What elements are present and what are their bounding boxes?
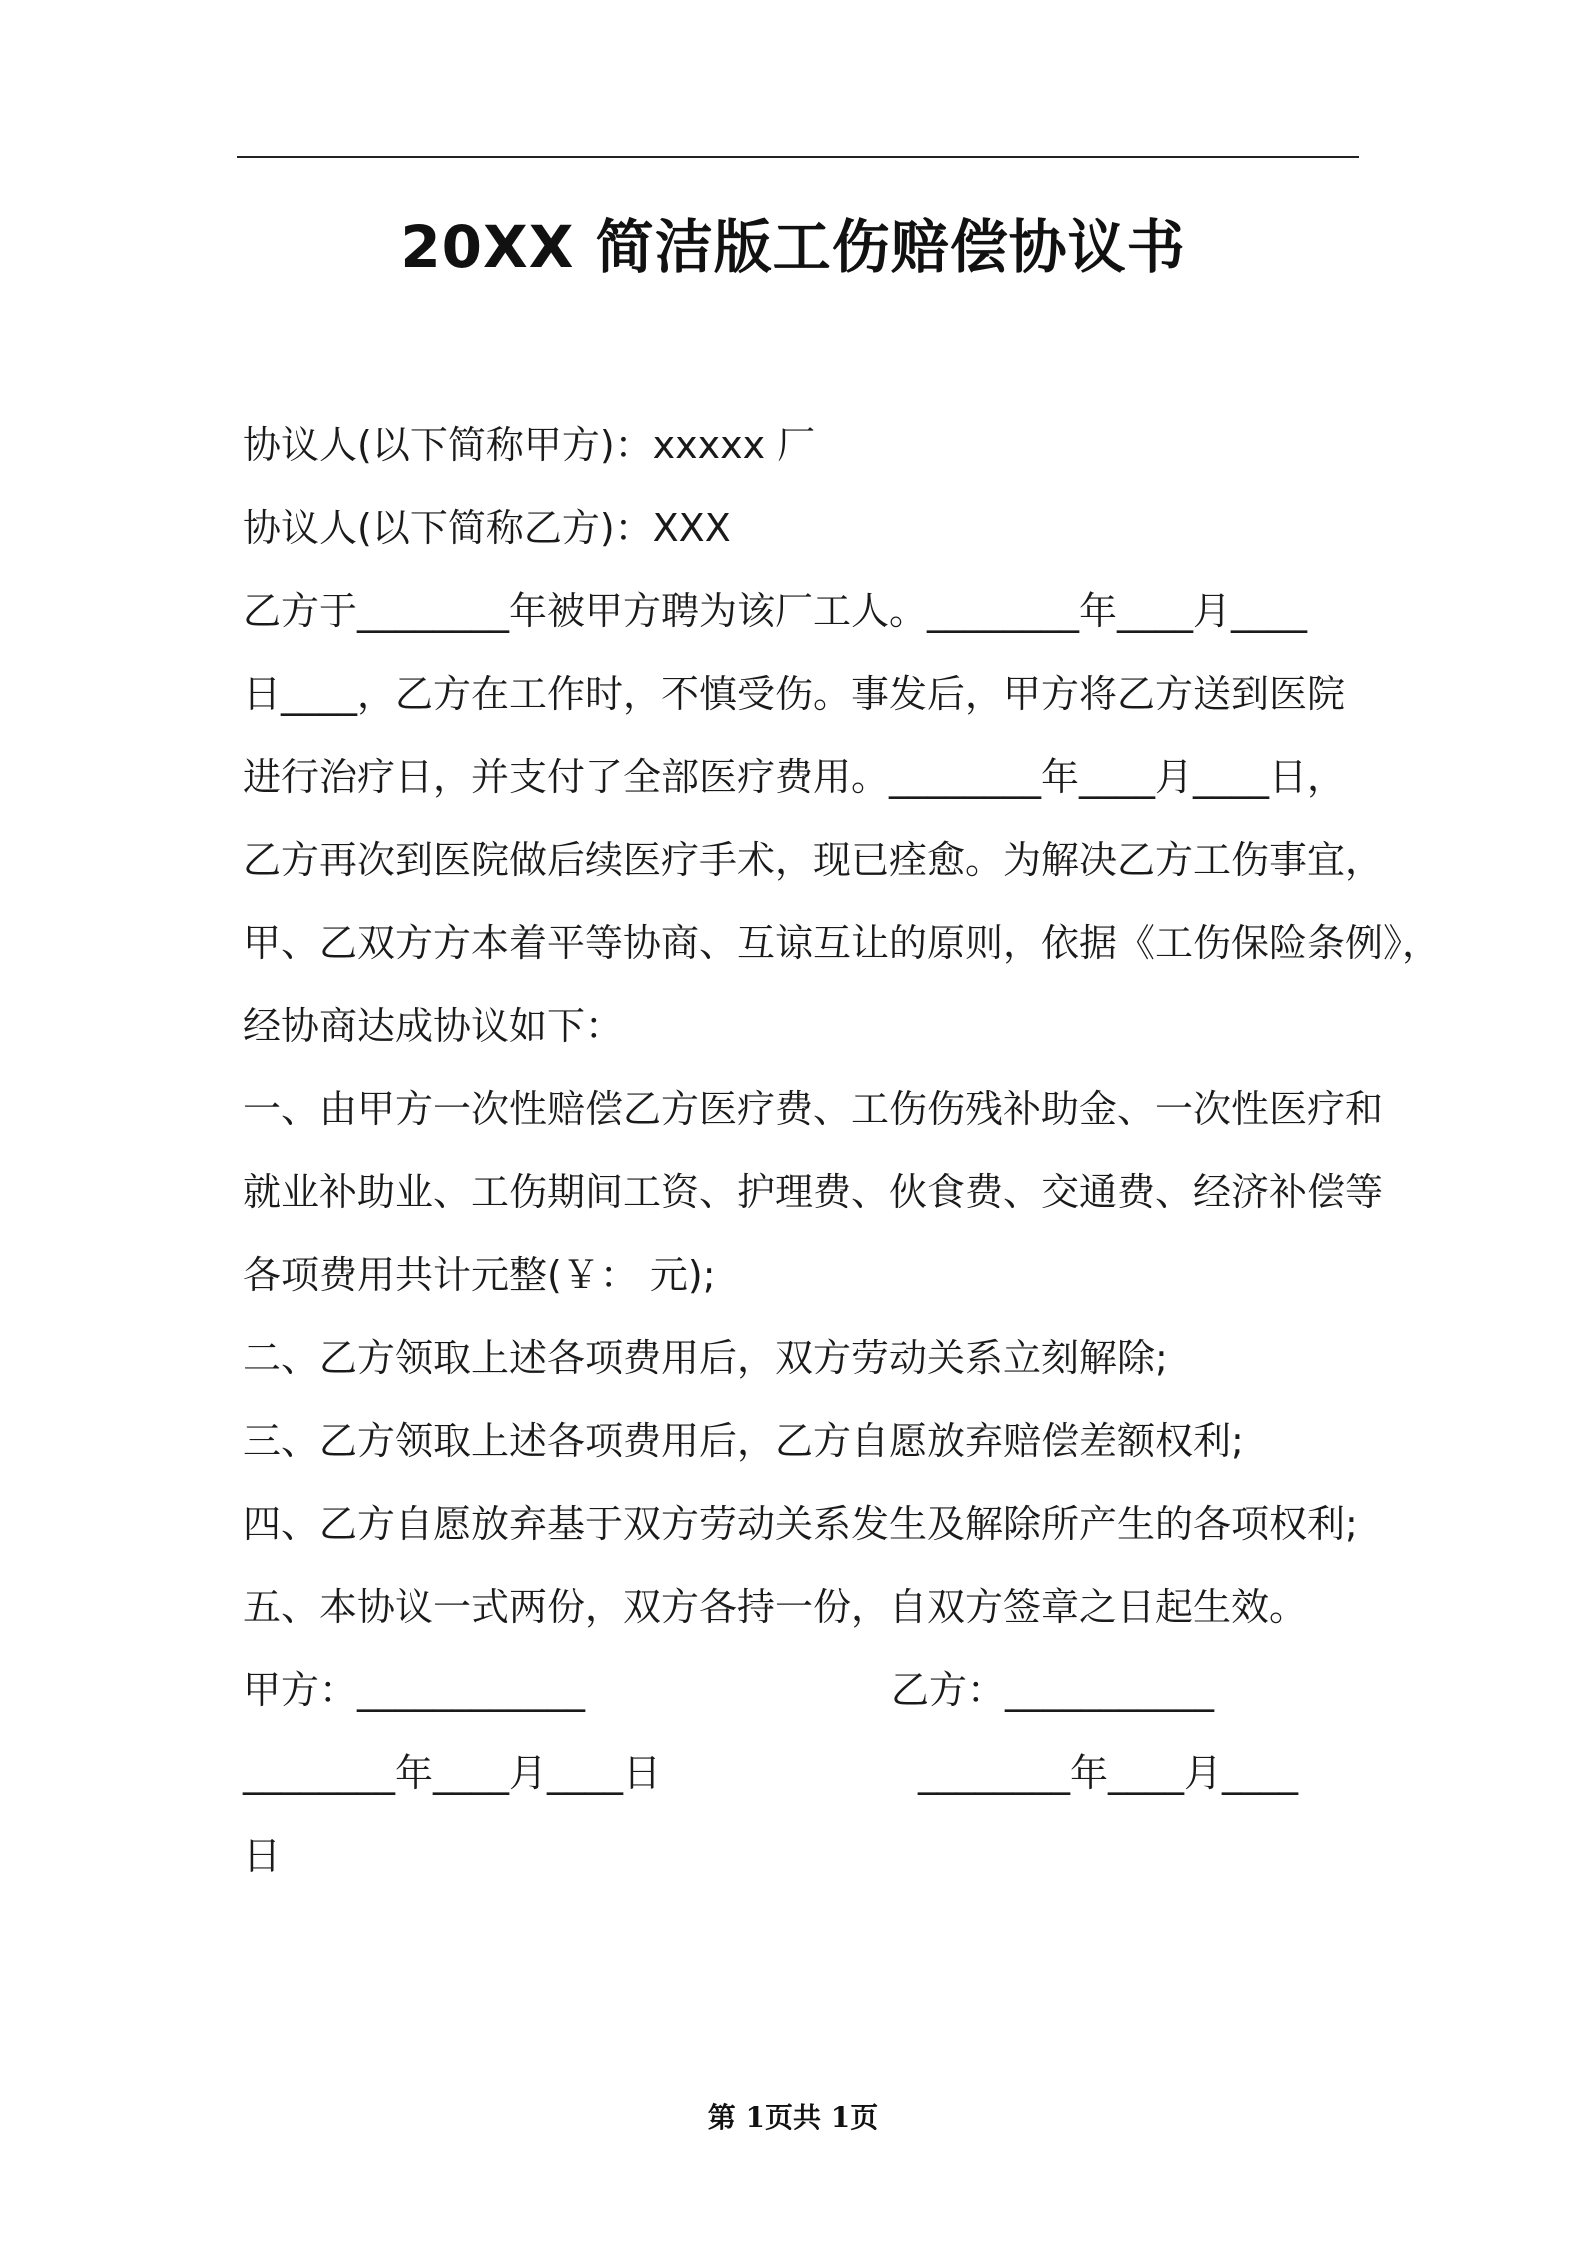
party-b-date: ________年____月____: [918, 1751, 1299, 1795]
document-body: [243, 404, 1441, 1898]
document-title: 20XX 简洁版工伤赔偿协议书: [400, 213, 1186, 281]
paragraph-line: 乙方再次到医院做后续医疗手术，现已痊愈。为解决乙方工伤事宜，: [243, 838, 1384, 882]
signature-row: [243, 1649, 1361, 1732]
party-b-line: 协议人(以下简称乙方)：XXX: [243, 506, 731, 550]
clause-1-line: 就业补助业、工伤期间工资、护理费、伙食费、交通费、经济补偿等: [243, 1170, 1384, 1214]
paragraph-line: 甲、乙双方方本着平等协商、互谅互让的原则，依据《工伤保险条例》，: [243, 921, 1441, 965]
page-footer: 第 1页共 1页: [707, 2101, 879, 2134]
header-rule: [237, 156, 1359, 158]
clause-3: 三、乙方领取上述各项费用后，乙方自愿放弃赔偿差额权利;: [243, 1419, 1244, 1463]
clause-5: 五、本协议一式两份，双方各持一份，自双方签章之日起生效。: [243, 1585, 1308, 1629]
party-a-line: 协议人(以下简称甲方)：xxxxx 厂: [243, 423, 816, 467]
paragraph-line: 乙方于________年被甲方聘为该厂工人。________年____月____: [243, 589, 1308, 633]
paragraph-line: 进行治疗日，并支付了全部医疗费用。________年____月____日，: [243, 755, 1346, 799]
party-b-signature: 乙方：___________: [891, 1668, 1215, 1712]
clause-4: 四、乙方自愿放弃基于双方劳动关系发生及解除所产生的各项权利;: [243, 1502, 1358, 1546]
clause-2: 二、乙方领取上述各项费用后，双方劳动关系立刻解除;: [243, 1336, 1168, 1380]
clause-1-line: 各项费用共计元整(￥： 元);: [243, 1253, 716, 1297]
paragraph-line: 日____，乙方在工作时，不慎受伤。事发后，甲方将乙方送到医院: [243, 672, 1346, 716]
clause-1-line: 一、由甲方一次性赔偿乙方医疗费、工伤伤残补助金、一次性医疗和: [243, 1087, 1384, 1131]
party-a-signature: 甲方：____________: [243, 1668, 586, 1712]
party-a-date: ________年____月____日: [243, 1751, 662, 1795]
signature-date-row: [243, 1732, 1361, 1815]
party-b-date-continued: 日: [243, 1834, 282, 1878]
paragraph-line: 经协商达成协议如下：: [243, 1004, 624, 1048]
